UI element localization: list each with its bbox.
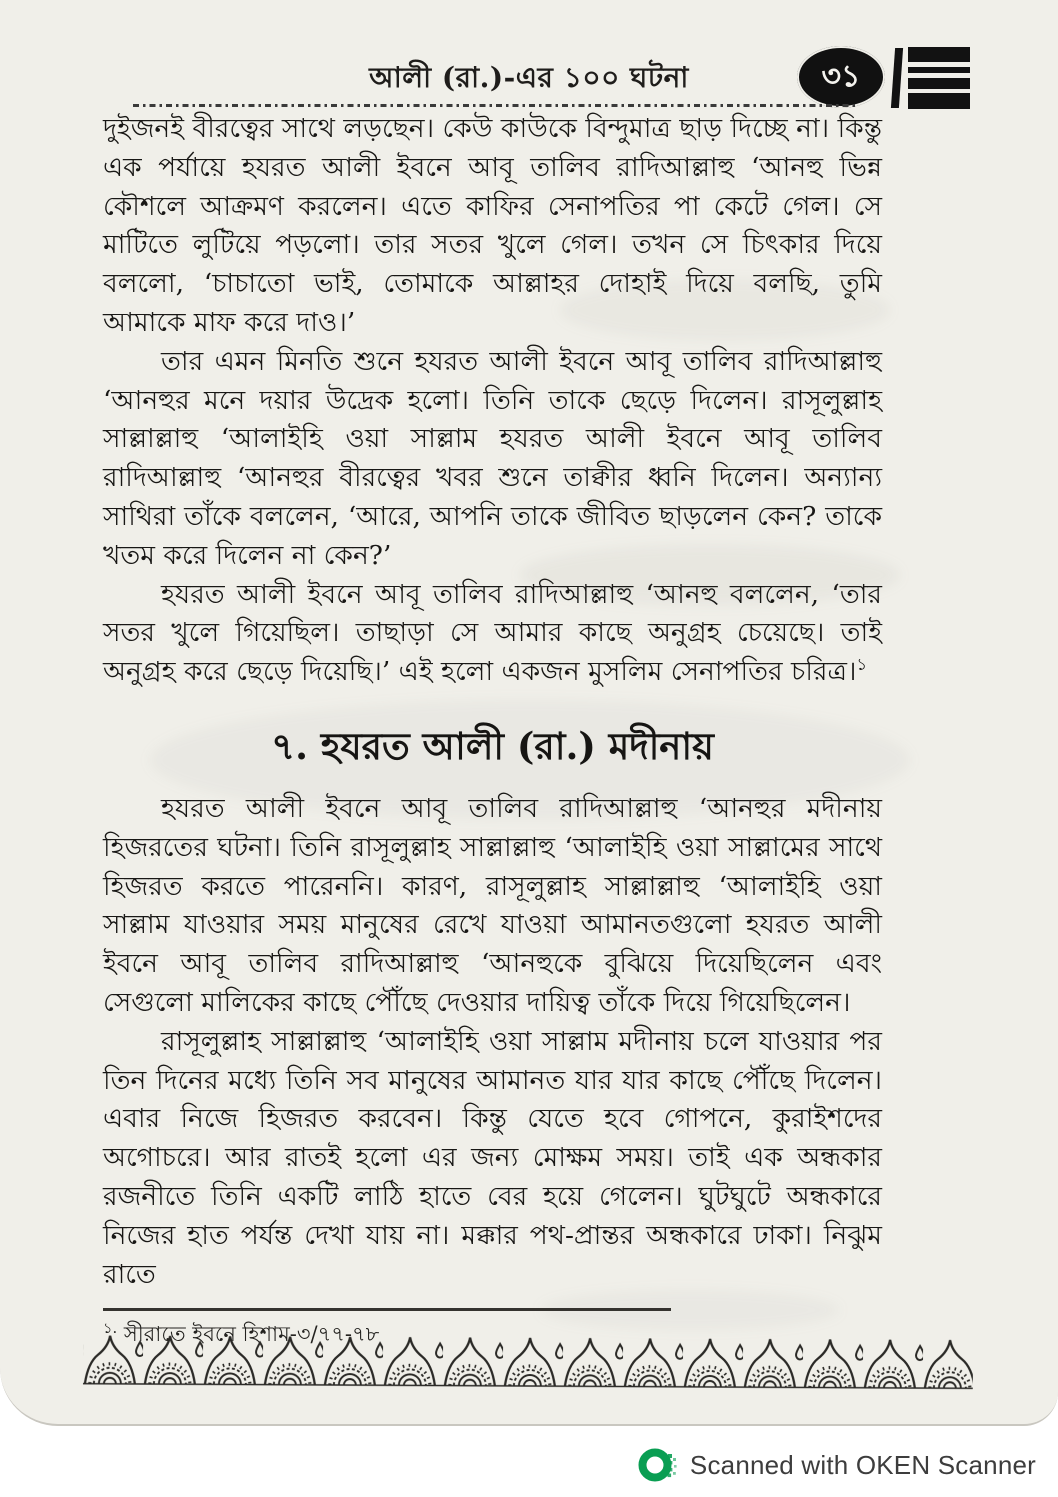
paragraph-text: হযরত আলী ইবনে আবূ তালিব রাদিআল্লাহু ‘আনহু বললেন, ‘তার সতর খুলে গিয়েছিল। তাছাড়া সে আমার কাছে অনুগ্রহ চেয়েছে। তাই অনুগ্রহ করে ছেড়ে দিয়েছি।’ এই হলো একজন মুসলিম সেনাপতির চরিত্র। xyxy=(103,578,882,688)
header-dotted-rule xyxy=(133,104,855,107)
body-text xyxy=(103,110,882,1349)
watermark-text: Scanned with OKEN Scanner xyxy=(689,1449,1036,1480)
page-number-badge xyxy=(797,46,885,108)
paragraph xyxy=(103,576,882,692)
oken-scanner-logo-icon xyxy=(638,1445,678,1485)
paragraph: রাসূলুল্লাহ সাল্লাল্লাহু ‘আলাইহি ওয়া সাল্লাম মদীনায় চলে যাওয়ার পর তিন দিনের মধ্যে তিনি সব মানুষের আমানত যার যার কাছে পৌঁছে দিলেন। এবার নিজে হিজরত করবেন। কিন্তু যেতে হবে গোপনে, কুরাইশদের অগোচরে। আর রাতই হলো এর জন্য মোক্ষম সময়। তাই এক অন্ধকার রজনীতে তিনি একটি লাঠি হাতে বের হয়ে গেলেন। ঘুটঘুটে অন্ধকারে নিজের হাত পর্যন্ত দেখা যায় না। মক্কার পথ-প্রান্তর অন্ধকারে ঢাকা। নিঝুম রাতে xyxy=(103,1025,882,1290)
running-head-book-title: আলী (রা.)-এর ১০০ ঘটনা xyxy=(369,61,689,94)
stripe xyxy=(908,93,970,109)
footnote-divider xyxy=(103,1308,671,1311)
decorative-bottom-border xyxy=(83,1328,973,1397)
paragraph: তার এমন মিনতি শুনে হযরত আলী ইবনে আবূ তালিব রাদিআল্লাহু ‘আনহুর মনে দয়ার উদ্রেক হলো। তিনি তাকে ছেড়ে দিলেন। রাসূলুল্লাহ সাল্লাল্লাহু ‘আলাইহি ওয়া সাল্লাম হযরত আলী ইবনে আবূ তালিব রাদিআল্লাহু ‘আনহুর বীরত্বের খবর শুনে তাক্বীর ধ্বনি দিলেন। অন্যান্য সাথিরা তাঁকে বললেন, ‘আরে, আপনি তাকে জীবিত ছাড়লেন কেন? তাকে খতম করে দিলেন না কেন?’ xyxy=(103,345,882,571)
paragraph: দুইজনই বীরত্বের সাথে লড়ছেন। কেউ কাউকে বিন্দুমাত্র ছাড় দিচ্ছে না। কিন্তু এক পর্যায়ে হযরত আলী ইবনে আবূ তালিব রাদিআল্লাহু ‘আনহু ভিন্ন কৌশলে আক্রমণ করলেন। এতে কাফির সেনাপতির পা কেটে গেল। সে মাটিতে লুটিয়ে পড়লো। তার সতর খুলে গেল। তখন সে চিৎকার দিয়ে বললো, ‘চাচাতো ভাই, তোমাকে আল্লাহর দোহাই দিয়ে বলছি, তুমি আমাকে মাফ করে দাও।’ xyxy=(103,113,882,338)
page-number: ৩১ xyxy=(821,59,861,94)
header-ornament-stripes xyxy=(908,47,970,109)
footnote-reference: ১ xyxy=(856,655,868,675)
section-heading: ৭. হযরত আলী (রা.) মদীনায় xyxy=(271,723,714,768)
scanner-watermark xyxy=(638,1442,1036,1488)
stripe xyxy=(908,67,970,73)
stripe xyxy=(908,78,970,89)
paragraph: হযরত আলী ইবনে আবূ তালিব রাদিআল্লাহু ‘আনহুর মদীনায় হিজরতের ঘটনা। তিনি রাসূলুল্লাহ সাল্লাল্লাহু ‘আলাইহি ওয়া সাল্লামের সাথে হিজরত করতে পারেননি। কারণ, রাসূলুল্লাহ সাল্লাল্লাহু ‘আলাইহি ওয়া সাল্লাম যাওয়ার সময় মানুষের রেখে যাওয়া আমানতগুলো হযরত আলী ইবনে আবূ তালিব রাদিআল্লাহু ‘আনহুকে বুঝিয়ে দিয়েছিলেন এবং সেগুলো মালিকের কাছে পৌঁছে দেওয়ার দায়িত্ব তাঁকে দিয়ে গিয়েছিলেন। xyxy=(103,792,882,1018)
stripe xyxy=(908,47,970,62)
